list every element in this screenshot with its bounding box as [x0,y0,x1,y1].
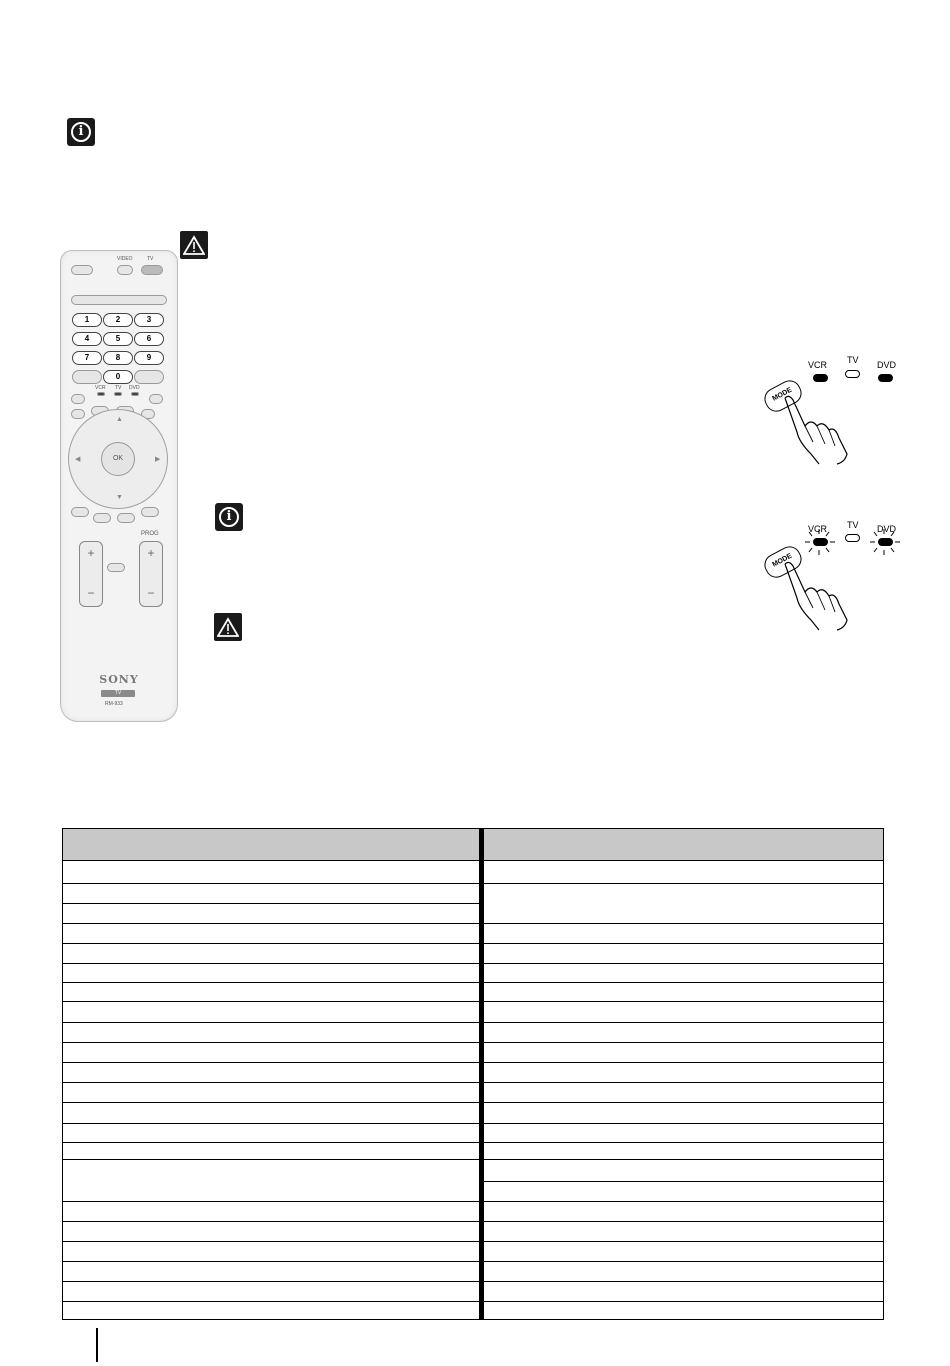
table-row-rule [484,982,883,983]
table-column-divider [479,829,484,1319]
table-row-rule [484,1201,883,1202]
key-6: 6 [134,332,164,346]
small-key [93,513,111,523]
key-7: 7 [72,351,102,365]
mode-figure-steady [755,352,905,472]
brand-logo: SONY [99,673,139,686]
vcr-label: VCR [808,524,828,534]
program-rocker: + − [139,541,163,607]
table-row-rule [63,1159,479,1160]
arrow-right-icon: ▶ [155,456,161,463]
small-key [71,507,89,517]
remote-control [60,250,178,722]
table-row-rule [484,1281,883,1282]
ok-button: OK [101,442,135,476]
video-button [117,265,133,275]
table-row-rule [484,943,883,944]
remote-video-label: VIDEO [117,256,133,262]
tv-led [845,370,860,378]
key-2: 2 [103,313,133,327]
remote-vcr-label: VCR [95,385,106,391]
small-key [71,409,85,419]
mode-button: MODE [761,376,806,415]
table-row-rule [484,963,883,964]
table-row-rule [484,1181,883,1182]
warning-icon [180,231,208,259]
blink-rays-icon [803,528,913,558]
model-code: RM-933 [105,701,123,707]
vcr-led [97,392,105,396]
dvd-led [878,374,893,382]
prog-label: PROG [141,531,159,537]
dvd-led [131,392,139,396]
table-row-rule [63,883,479,884]
table-row-rule [63,1221,479,1222]
remote-dvd-label: DVD [129,385,140,391]
table-row-rule [484,1142,883,1143]
vcr-led [813,374,828,382]
table-row-rule [63,1042,479,1043]
table-row-rule [484,1123,883,1124]
page-margin-rule [96,1328,98,1362]
table-row-rule [63,1102,479,1103]
vcr-label: VCR [808,360,828,370]
key-5: 5 [103,332,133,346]
tv-label: TV [847,355,859,365]
button-function-table [62,828,884,1320]
table-row-rule [63,1022,479,1023]
mode-figure-blinking [755,520,905,640]
arrow-left-icon: ◀ [75,456,81,463]
table-row-rule [484,1042,883,1043]
tv-button [141,265,163,275]
key-8: 8 [103,351,133,365]
mode-button: MODE [761,542,806,581]
table-row-rule [63,1261,479,1262]
tv-model-label: TV [101,690,135,697]
table-row-rule [63,963,479,964]
tv-led [114,392,122,396]
dvd-label: DVD [877,524,897,534]
table-row-rule [484,923,883,924]
table-row-rule [484,1241,883,1242]
remote-tv-mode-label: TV [115,385,122,391]
arrow-down-icon: ▼ [116,494,123,501]
small-key [149,394,163,404]
info-icon: i [215,503,243,531]
table-row-rule [484,883,883,884]
key-aux-right [134,370,164,384]
table-row-rule [484,1261,883,1262]
table-row-rule [63,1241,479,1242]
table-row-rule [484,1001,883,1002]
table-row-rule [63,943,479,944]
table-row-rule [63,1123,479,1124]
table-row-rule [484,1062,883,1063]
small-key [71,394,85,404]
table-row-rule [63,1281,479,1282]
power-button [71,265,93,275]
table-row-rule [484,1301,883,1302]
key-3: 3 [134,313,164,327]
info-icon: i [67,118,95,146]
table-row-rule [484,1082,883,1083]
table-header [63,829,883,861]
small-key [141,507,159,517]
table-row-rule [63,1082,479,1083]
table-row-rule [63,1062,479,1063]
table-row-rule [63,903,479,904]
arrow-up-icon: ▲ [116,416,123,423]
table-row-rule [63,1001,479,1002]
table-row-rule [63,1201,479,1202]
table-row-rule [63,982,479,983]
table-row-rule [63,1301,479,1302]
key-aux-left [72,370,102,384]
table-row-rule [484,1102,883,1103]
key-9: 9 [134,351,164,365]
key-1: 1 [72,313,102,327]
navigation-pad [68,409,168,509]
volume-rocker: + − [79,541,103,607]
color-keys [71,295,167,305]
remote-tv-label: TV [147,256,154,262]
hand-icon [775,392,855,468]
key-0: 0 [103,370,133,384]
small-key [117,513,135,523]
warning-icon [214,613,242,641]
table-row-rule [63,1142,479,1143]
tv-label: TV [847,520,859,530]
hand-icon [775,558,855,634]
table-row-rule [63,923,479,924]
table-row-rule [484,1221,883,1222]
small-key [107,563,125,572]
table-row-rule [484,1159,883,1160]
table-row-rule [484,1022,883,1023]
key-4: 4 [72,332,102,346]
dvd-label: DVD [877,360,897,370]
